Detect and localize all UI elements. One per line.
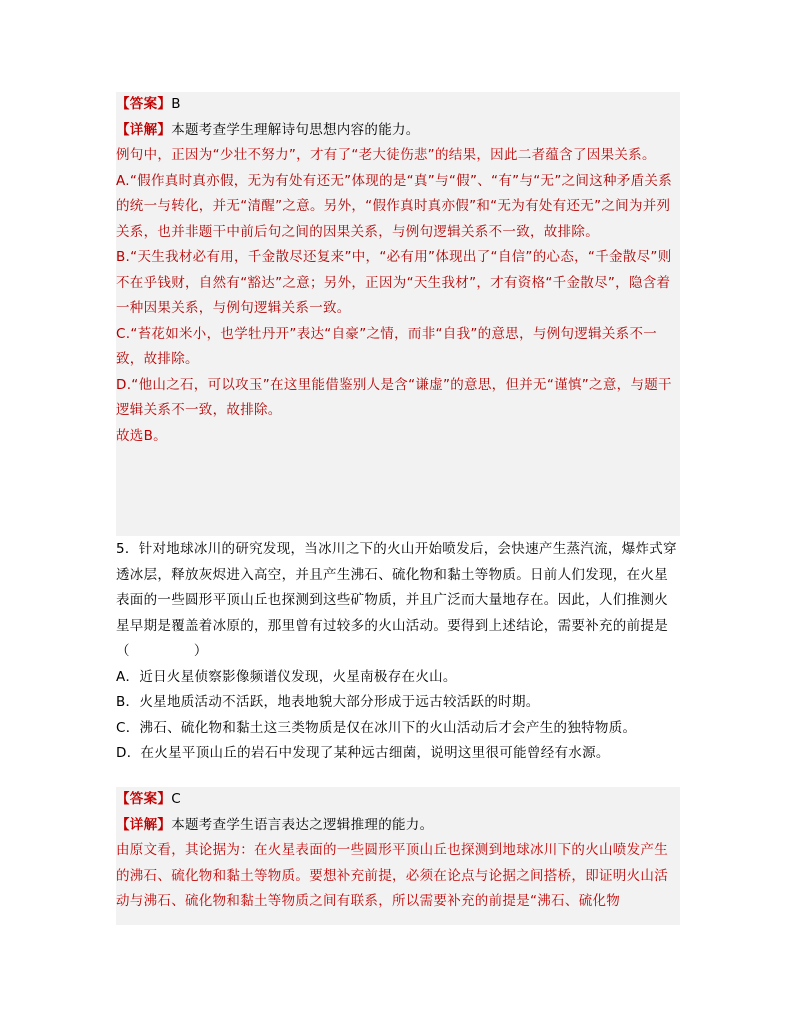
explain-text: 本题考查学生理解诗句思想内容的能力。	[171, 121, 420, 138]
answer-value: B	[171, 96, 181, 112]
answer-block-2	[116, 787, 680, 925]
conclusion: 故选B。	[116, 427, 167, 444]
explain-line	[116, 118, 680, 144]
answer-label: 【答案】	[116, 96, 172, 112]
option-analysis-a: A.“假作真时真亦假，无为有处有还无”体现的是“真”与“假”、“有”与“无”之间这种矛盾关系的统一与转化，并无“清醒”之意。另外，“假作真时真亦假”和“无为有处有还无”之间为并列关系，也并非题干中前后句之间的因果关系，与例句逻辑关系不一致，故排除。	[116, 172, 673, 240]
option-d: D．在火星平顶山丘的岩石中发现了某种远古细菌，说明这里很可能曾经有水源。	[116, 745, 610, 761]
answer-line	[116, 787, 680, 813]
answer-label: 【答案】	[116, 791, 172, 807]
option-analysis-c: C.“苔花如米小，也学牡丹开”表达“自豪”之情，而非“自我”的意思，与例句逻辑关系不一致，故排除。	[116, 325, 658, 367]
explain-paragraph: 由原文看，其论据为：在火星表面的一些圆形平顶山丘也探测到地球冰川下的火山喷发产生的沸石、硫化物和黏土等物质。要想补充前提，必须在论点与论据之间搭桥，即证明火山活动与沸石、硫化物和黏土等物质之间有联系，所以需要补充的前提是“沸石、硫化物	[116, 842, 668, 909]
explain-label: 【详解】	[116, 121, 172, 138]
explain-label: 【详解】	[116, 816, 172, 833]
option-c: C．沸石、硫化物和黏土这三类物质是仅在冰川下的火山活动后才会产生的独特物质。	[116, 719, 637, 736]
answer-line	[116, 92, 680, 118]
answer-value: C	[171, 791, 181, 807]
question-stem-text: 5．针对地球冰川的研究发现，当冰川之下的火山开始喷发后，会快速产生蒸汽流，爆炸式穿透冰层，释放灰烬进入高空，并且产生沸石、硫化物和黏土等物质。日前人们发现，在火星表面的一些圆形平顶山丘也探测到这些矿物质，并且广泛而大量地存在。因此，人们推测火星早期是覆盖着冰原的，那里曾有过较多的火山活动。要得到上述结论，需要补充的前提是（	[116, 541, 677, 659]
explain-paragraph: 例句中，正因为“少壮不努力”，才有了“老大徒伤悲”的结果，因此二者蕴含了因果关系。	[116, 147, 656, 163]
question-5	[116, 537, 680, 767]
explain-line	[116, 813, 680, 839]
option-b: B．火星地质活动不活跃，地表地貌大部分形成于远古较活跃的时期。	[116, 694, 540, 710]
question-stem-close: ）	[193, 643, 208, 659]
option-analysis-d: D.“他山之石，可以攻玉”在这里能借鉴别人是含“谦虚”的意思，但并无“谨慎”之意，与题干逻辑关系不一致，故排除。	[116, 376, 672, 418]
option-a: A．近日火星侦察影像频谱仪发现，火星南极存在火山。	[116, 668, 457, 685]
option-analysis-b: B.“天生我材必有用，千金散尽还复来”中，“必有用”体现出了“自信”的心态，“千金散尽”则不在乎钱财，自然有“豁达”之意；另外，正因为“天生我材”，才有资格“千金散尽”，隐含着一种因果关系，与例句逻辑关系一致。	[116, 249, 672, 316]
explain-text: 本题考查学生语言表达之逻辑推理的能力。	[171, 816, 434, 833]
question-stem	[116, 537, 680, 665]
answer-block-1	[116, 92, 680, 536]
